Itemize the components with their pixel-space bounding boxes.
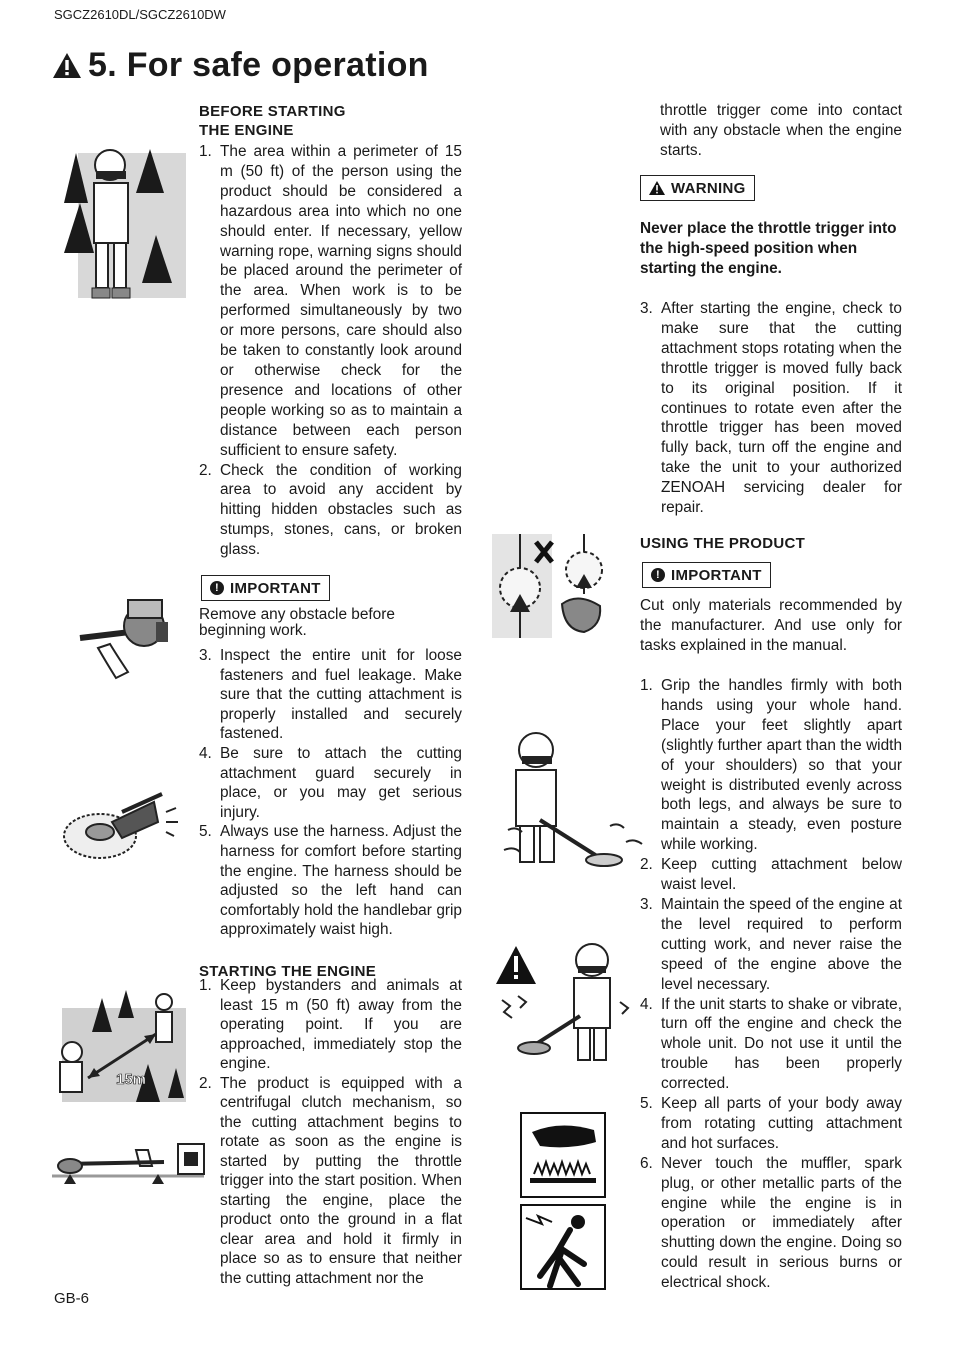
warning-triangle-icon — [649, 181, 665, 195]
item-text: Keep bystanders and animals at least 15 m (50 ft) away from the operating point. If you are approached, immediately stop the engine. — [220, 977, 462, 1072]
item-number: 5. — [640, 1095, 653, 1113]
starting-heading: STARTING THE ENGINE — [199, 963, 377, 980]
list-item — [199, 822, 462, 940]
bystander-distance-illustration — [52, 988, 188, 1104]
item-number: 2. — [199, 461, 212, 479]
warning-label: WARNING — [671, 179, 746, 197]
page-title — [52, 46, 429, 85]
starting-list-3 — [640, 299, 902, 518]
obstacle-removal-illustration — [76, 592, 186, 682]
item-number: 3. — [640, 895, 653, 913]
page-title-text: 5. For safe operation — [88, 46, 429, 84]
item-text: Inspect the entire unit for loose fasteners and fuel leakage. Make sure that the cutting attachment is properly installed and securely fastened. — [220, 647, 462, 743]
item-number: 5. — [199, 823, 212, 841]
item-text: If the unit starts to shake or vibrate, turn off the engine and check the whole unit. Do not use it until the trouble has been properly corrected. — [661, 995, 902, 1093]
using-list — [640, 676, 902, 1293]
item-number: 3. — [199, 647, 212, 664]
item-text: Grip the handles firmly with both hands using your whole hand. Place your feet slightly apart (slightly further apart than the width of your shoulders) so that your weight is distributed evenly across both legs, and always be sure to maintain a steady, even posture while working. — [661, 677, 902, 854]
using-heading: USING THE PRODUCT — [640, 535, 806, 552]
item-text: The area within a perimeter of 15 m (50 ft) of the person using the product should be considered a hazardous area into which no one should enter. If necessary, yellow warning rope, warning signs should be placed around the perimeter of the area. When work is to be performed simultaneously by two or more persons, care should also be taken to constantly look around or otherwise check for the presence and locations of other people working so as to maintain a distance between each person sufficient to ensure safety. — [220, 143, 462, 459]
important-text: Remove any obstacle before beginning work. — [199, 606, 395, 639]
product-on-ground-illustration — [52, 1136, 212, 1186]
list-item — [640, 895, 902, 995]
item-number: 2. — [640, 856, 653, 874]
operator-grip-illustration — [500, 730, 650, 870]
warning-text: Never place the throttle trigger into the high-speed position when starting the engine. — [640, 220, 897, 277]
list-item — [640, 995, 902, 1095]
item-number: 2. — [199, 1074, 212, 1092]
item-number: 1. — [199, 143, 212, 160]
important-badge — [642, 562, 771, 588]
item-text: After starting the engine, check to make sure that the cutting attachment stops rotating when the throttle trigger is moved fully back to its original position. If it continues to rotate even after the throttle trigger has been moved fully back, turn off the engine and take the unit to your authorized ZENOAH servicing dealer for repair. — [661, 300, 902, 517]
electric-shock-icon — [520, 1204, 606, 1290]
using-important-text: Cut only materials recommended by the manufacturer. And use only for tasks explained in the manual. — [640, 597, 902, 654]
list-item — [199, 1074, 462, 1289]
list-item — [640, 1154, 902, 1293]
hot-surface-icon — [520, 1112, 606, 1198]
before-start-heading-line1: BEFORE STARTING — [199, 103, 346, 120]
list-item — [199, 976, 462, 1074]
page-number: GB-6 — [54, 1290, 90, 1307]
item-text: Always use the harness. Adjust the harness for comfort before starting the engine. The harness should be adjusted so the left hand can comfortably hold the handlebar grip approximately waist high. — [220, 823, 462, 939]
list-item — [640, 676, 902, 855]
item-text: Never touch the muffler, spark plug, or other metallic parts of the engine while the engine is in operation or immediately after shutting down the engine. Doing so could result in serious burns or electrical shock. — [661, 1154, 902, 1292]
rotating-attachment-illustration — [492, 534, 620, 638]
item-text: The product is equipped with a centrifugal clutch mechanism, so the cutting attachment begins to rotate as soon as the engine is started by putting the throttle trigger into the start position. When starting the engine, place the product onto the ground in a flat clear area and hold it firmly in place so as to ensure that neither the cutting attachment nor the — [220, 1074, 462, 1287]
important-circle-icon: ! — [651, 568, 665, 582]
item-text: Maintain the speed of the engine at the level required to perform cutting work, and never raise the speed of the engine above the level necessary. — [661, 895, 902, 993]
list-item — [199, 744, 462, 822]
item-text: Check the condition of working area to avoid any accident by hitting hidden obstacles such as stumps, stones, cans, or broken glass. — [220, 461, 462, 559]
item-text: Keep cutting attachment below waist level. — [661, 856, 902, 894]
before-start-heading — [199, 102, 464, 140]
list-item — [199, 461, 462, 561]
important-badge — [201, 575, 330, 601]
vibration-warning-illustration — [496, 940, 646, 1064]
item-number: 4. — [640, 995, 653, 1013]
distance-label: 15m — [116, 1071, 147, 1088]
list-item — [199, 646, 462, 744]
continued-text: throttle trigger come into contact with any obstacle when the engine starts. — [660, 102, 902, 159]
item-number: 4. — [199, 744, 212, 762]
list-item — [640, 855, 902, 895]
warning-triangle-icon — [52, 52, 82, 79]
important-label: IMPORTANT — [230, 579, 321, 597]
item-number: 1. — [199, 977, 212, 994]
list-item — [640, 1094, 902, 1154]
cutting-guard-illustration — [62, 792, 182, 882]
item-number: 3. — [640, 300, 653, 317]
before-start-list-2 — [199, 646, 462, 940]
hazard-area-illustration — [58, 143, 188, 303]
warning-badge — [640, 175, 755, 201]
list-item — [199, 142, 462, 461]
item-text: Be sure to attach the cutting attachment guard securely in place, or you may get serious injury. — [220, 744, 462, 821]
before-start-heading-line2: THE ENGINE — [199, 122, 294, 139]
important-circle-icon: ! — [210, 581, 224, 595]
item-number: 6. — [640, 1154, 653, 1172]
item-number: 1. — [640, 677, 653, 694]
important-label: IMPORTANT — [671, 566, 762, 584]
before-start-list — [199, 142, 462, 560]
item-text: Keep all parts of your body away from rotating cutting attachment and hot surfaces. — [661, 1095, 902, 1152]
list-item — [640, 299, 902, 518]
starting-list — [199, 976, 462, 1288]
model-number: SGCZ2610DL/SGCZ2610DW — [54, 7, 226, 22]
